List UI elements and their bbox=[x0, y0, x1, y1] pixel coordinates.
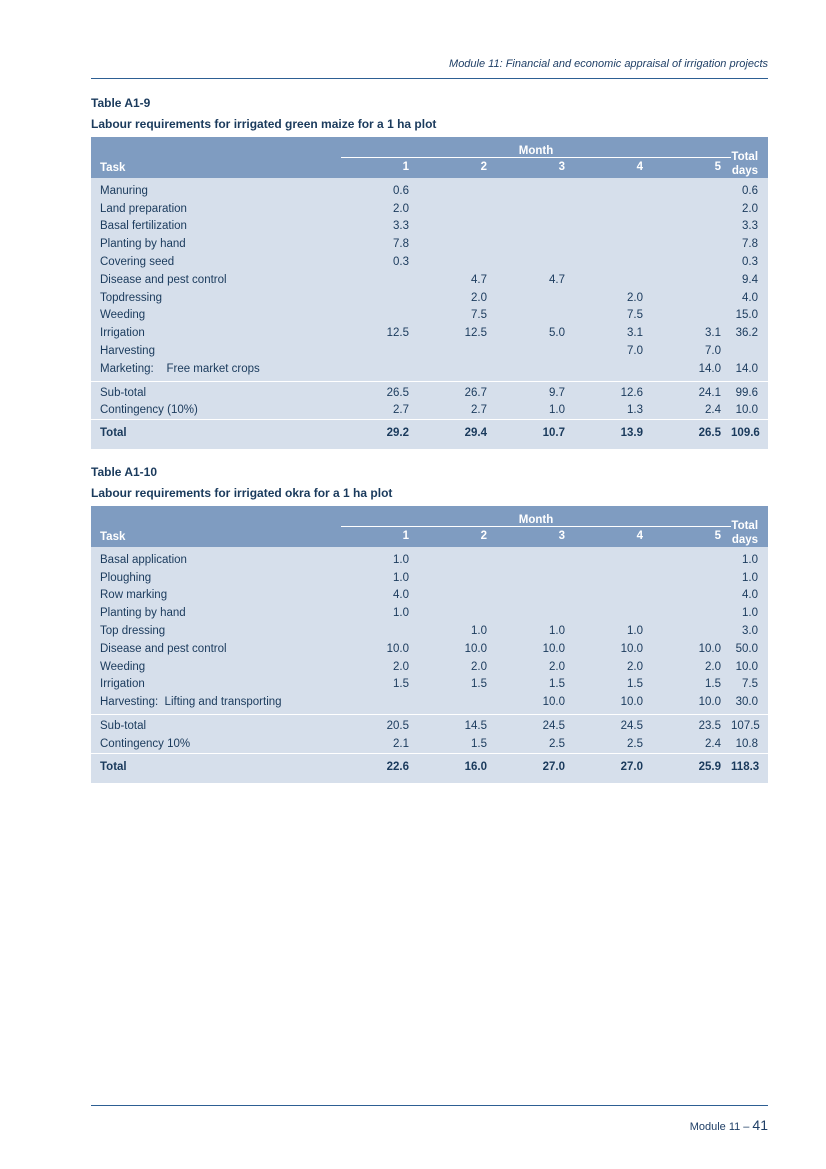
month-5-cell bbox=[653, 289, 731, 307]
month-4-cell: 1.5 bbox=[575, 676, 653, 694]
month-4-cell: 3.1 bbox=[575, 324, 653, 342]
month-5-header: 5 bbox=[653, 527, 731, 548]
task-cell: Ploughing bbox=[91, 569, 341, 587]
month-5-cell: 26.5 bbox=[653, 420, 731, 450]
total-days-cell: 2.0 bbox=[731, 200, 768, 218]
month-3-cell: 2.0 bbox=[497, 658, 575, 676]
month-2-cell bbox=[419, 342, 497, 360]
table-row bbox=[91, 271, 768, 289]
month-1-cell bbox=[341, 307, 419, 325]
month-3-cell bbox=[497, 547, 575, 569]
table-row bbox=[91, 342, 768, 360]
task-cell: Irrigation bbox=[91, 324, 341, 342]
table-row bbox=[91, 289, 768, 307]
month-2-cell bbox=[419, 200, 497, 218]
month-4-cell bbox=[575, 218, 653, 236]
month-3-cell bbox=[497, 604, 575, 622]
month-2-cell: 10.0 bbox=[419, 640, 497, 658]
total-header-line1: Total bbox=[731, 151, 759, 163]
month-5-cell bbox=[653, 178, 731, 200]
month-4-cell bbox=[575, 547, 653, 569]
month-2-cell bbox=[419, 569, 497, 587]
table-row bbox=[91, 640, 768, 658]
month-3-cell: 2.5 bbox=[497, 735, 575, 753]
month-3-cell bbox=[497, 253, 575, 271]
month-1-cell: 1.0 bbox=[341, 604, 419, 622]
month-4-cell: 7.5 bbox=[575, 307, 653, 325]
task-cell: Contingency (10%) bbox=[91, 402, 341, 420]
month-2-header: 2 bbox=[419, 527, 497, 548]
month-5-cell: 23.5 bbox=[653, 715, 731, 735]
month-2-cell: 2.0 bbox=[419, 658, 497, 676]
month-3-cell bbox=[497, 235, 575, 253]
table-row bbox=[91, 253, 768, 271]
month-1-cell bbox=[341, 271, 419, 289]
month-5-cell: 2.4 bbox=[653, 402, 731, 420]
month-5-cell: 3.1 bbox=[653, 324, 731, 342]
month-5-cell bbox=[653, 253, 731, 271]
table-row bbox=[91, 658, 768, 676]
total-header-line1: Total bbox=[731, 520, 759, 532]
total-days-column-header bbox=[731, 506, 768, 547]
month-1-cell: 2.7 bbox=[341, 402, 419, 420]
total-days-cell: 7.8 bbox=[731, 235, 768, 253]
total-days-cell: 107.5 bbox=[731, 715, 768, 735]
month-4-cell: 10.0 bbox=[575, 640, 653, 658]
page-number: 41 bbox=[752, 1117, 768, 1133]
month-2-cell: 1.5 bbox=[419, 676, 497, 694]
month-4-cell: 12.6 bbox=[575, 381, 653, 401]
month-3-cell: 10.0 bbox=[497, 693, 575, 714]
month-2-cell: 26.7 bbox=[419, 381, 497, 401]
month-1-cell: 29.2 bbox=[341, 420, 419, 450]
total-header-line2: days bbox=[731, 534, 759, 546]
month-1-cell bbox=[341, 693, 419, 714]
month-3-cell: 24.5 bbox=[497, 715, 575, 735]
month-2-cell: 1.5 bbox=[419, 735, 497, 753]
footer-rule bbox=[91, 1105, 768, 1106]
month-2-cell: 12.5 bbox=[419, 324, 497, 342]
total-row bbox=[91, 753, 768, 783]
month-2-cell: 2.0 bbox=[419, 289, 497, 307]
task-cell: Total bbox=[91, 753, 341, 783]
month-column-header: Month bbox=[341, 506, 731, 527]
table-block-a1-10 bbox=[91, 465, 768, 783]
task-cell: Land preparation bbox=[91, 200, 341, 218]
month-1-cell: 1.5 bbox=[341, 676, 419, 694]
task-cell: Total bbox=[91, 420, 341, 450]
subtotal-row bbox=[91, 735, 768, 753]
total-days-cell: 3.0 bbox=[731, 622, 768, 640]
month-3-cell bbox=[497, 289, 575, 307]
month-4-cell bbox=[575, 178, 653, 200]
task-cell: Disease and pest control bbox=[91, 640, 341, 658]
month-5-cell: 1.5 bbox=[653, 676, 731, 694]
month-5-cell bbox=[653, 200, 731, 218]
month-4-cell: 2.0 bbox=[575, 289, 653, 307]
month-5-cell bbox=[653, 604, 731, 622]
month-5-cell: 2.4 bbox=[653, 735, 731, 753]
month-4-header: 4 bbox=[575, 527, 653, 548]
month-2-header: 2 bbox=[419, 158, 497, 179]
month-3-header: 3 bbox=[497, 527, 575, 548]
month-3-cell: 9.7 bbox=[497, 381, 575, 401]
total-days-cell: 0.3 bbox=[731, 253, 768, 271]
month-3-cell: 10.0 bbox=[497, 640, 575, 658]
task-cell: Planting by hand bbox=[91, 235, 341, 253]
table-row bbox=[91, 569, 768, 587]
month-1-cell: 20.5 bbox=[341, 715, 419, 735]
task-cell: Contingency 10% bbox=[91, 735, 341, 753]
subtotal-row bbox=[91, 381, 768, 401]
month-3-cell: 1.0 bbox=[497, 622, 575, 640]
month-5-cell: 10.0 bbox=[653, 640, 731, 658]
month-4-cell bbox=[575, 360, 653, 381]
subtotal-row bbox=[91, 402, 768, 420]
total-days-cell: 1.0 bbox=[731, 547, 768, 569]
header-rule bbox=[91, 78, 768, 79]
month-1-cell: 26.5 bbox=[341, 381, 419, 401]
month-5-cell bbox=[653, 235, 731, 253]
month-4-cell: 10.0 bbox=[575, 693, 653, 714]
total-days-cell: 15.0 bbox=[731, 307, 768, 325]
table-row bbox=[91, 307, 768, 325]
month-1-cell: 4.0 bbox=[341, 587, 419, 605]
month-2-cell: 1.0 bbox=[419, 622, 497, 640]
table-row bbox=[91, 587, 768, 605]
table-row bbox=[91, 235, 768, 253]
month-3-cell bbox=[497, 569, 575, 587]
month-4-cell: 13.9 bbox=[575, 420, 653, 450]
month-2-cell bbox=[419, 218, 497, 236]
month-2-cell: 7.5 bbox=[419, 307, 497, 325]
month-4-cell bbox=[575, 200, 653, 218]
month-4-cell bbox=[575, 253, 653, 271]
month-5-cell: 14.0 bbox=[653, 360, 731, 381]
month-5-cell: 10.0 bbox=[653, 693, 731, 714]
table-body bbox=[91, 547, 768, 783]
month-1-cell: 0.6 bbox=[341, 178, 419, 200]
month-2-cell bbox=[419, 235, 497, 253]
total-days-cell: 10.8 bbox=[731, 735, 768, 753]
table-id: Table A1-10 bbox=[91, 465, 158, 479]
month-5-header: 5 bbox=[653, 158, 731, 179]
task-cell: Weeding bbox=[91, 658, 341, 676]
total-days-column-header bbox=[731, 137, 768, 178]
total-days-cell: 36.2 bbox=[731, 324, 768, 342]
total-days-cell: 4.0 bbox=[731, 587, 768, 605]
total-days-cell: 109.6 bbox=[731, 420, 768, 450]
month-3-cell: 1.5 bbox=[497, 676, 575, 694]
month-3-cell bbox=[497, 587, 575, 605]
subtotal-row bbox=[91, 715, 768, 735]
month-2-cell: 4.7 bbox=[419, 271, 497, 289]
table-row bbox=[91, 693, 768, 714]
task-cell: Covering seed bbox=[91, 253, 341, 271]
table-caption: Labour requirements for irrigated green maize for a 1 ha plot bbox=[91, 117, 437, 131]
total-days-cell: 3.3 bbox=[731, 218, 768, 236]
month-5-cell bbox=[653, 307, 731, 325]
month-1-cell bbox=[341, 622, 419, 640]
task-cell: Harvesting: Lifting and transporting bbox=[91, 693, 341, 714]
month-5-cell: 25.9 bbox=[653, 753, 731, 783]
total-days-cell: 1.0 bbox=[731, 604, 768, 622]
month-2-cell bbox=[419, 547, 497, 569]
month-3-cell bbox=[497, 342, 575, 360]
month-3-cell: 10.7 bbox=[497, 420, 575, 450]
table-id: Table A1-9 bbox=[91, 96, 151, 110]
month-1-cell bbox=[341, 342, 419, 360]
month-2-cell bbox=[419, 178, 497, 200]
task-cell: Row marking bbox=[91, 587, 341, 605]
month-4-cell bbox=[575, 569, 653, 587]
month-4-cell: 1.0 bbox=[575, 622, 653, 640]
total-days-cell bbox=[731, 342, 768, 360]
month-1-header: 1 bbox=[341, 527, 419, 548]
total-days-cell: 30.0 bbox=[731, 693, 768, 714]
labour-table bbox=[91, 137, 768, 449]
month-3-cell bbox=[497, 307, 575, 325]
footer-module: Module 11 – bbox=[689, 1121, 750, 1133]
month-1-cell: 22.6 bbox=[341, 753, 419, 783]
month-2-cell bbox=[419, 253, 497, 271]
month-1-cell: 10.0 bbox=[341, 640, 419, 658]
total-days-cell: 1.0 bbox=[731, 569, 768, 587]
month-3-cell: 4.7 bbox=[497, 271, 575, 289]
month-2-cell bbox=[419, 604, 497, 622]
task-column-header: Task bbox=[91, 137, 341, 178]
month-5-cell: 2.0 bbox=[653, 658, 731, 676]
total-days-cell: 9.4 bbox=[731, 271, 768, 289]
table-row bbox=[91, 622, 768, 640]
total-header-line2: days bbox=[731, 165, 759, 177]
total-days-cell: 50.0 bbox=[731, 640, 768, 658]
month-4-cell: 2.0 bbox=[575, 658, 653, 676]
month-3-cell: 27.0 bbox=[497, 753, 575, 783]
month-4-cell bbox=[575, 604, 653, 622]
total-days-cell: 4.0 bbox=[731, 289, 768, 307]
month-1-cell: 1.0 bbox=[341, 569, 419, 587]
month-4-cell: 24.5 bbox=[575, 715, 653, 735]
month-4-cell: 1.3 bbox=[575, 402, 653, 420]
month-1-cell: 0.3 bbox=[341, 253, 419, 271]
month-4-cell bbox=[575, 235, 653, 253]
total-days-cell: 0.6 bbox=[731, 178, 768, 200]
total-days-cell: 10.0 bbox=[731, 658, 768, 676]
labour-table bbox=[91, 506, 768, 783]
month-3-cell bbox=[497, 360, 575, 381]
task-cell: Basal fertilization bbox=[91, 218, 341, 236]
table-row bbox=[91, 676, 768, 694]
month-4-cell: 2.5 bbox=[575, 735, 653, 753]
task-cell: Planting by hand bbox=[91, 604, 341, 622]
month-1-cell bbox=[341, 360, 419, 381]
table-row bbox=[91, 218, 768, 236]
month-1-cell: 12.5 bbox=[341, 324, 419, 342]
table-row bbox=[91, 200, 768, 218]
total-days-cell: 118.3 bbox=[731, 753, 768, 783]
table-row bbox=[91, 547, 768, 569]
month-2-cell bbox=[419, 693, 497, 714]
month-5-cell bbox=[653, 271, 731, 289]
month-5-cell: 7.0 bbox=[653, 342, 731, 360]
month-1-header: 1 bbox=[341, 158, 419, 179]
month-2-cell bbox=[419, 360, 497, 381]
month-3-cell bbox=[497, 218, 575, 236]
task-cell: Top dressing bbox=[91, 622, 341, 640]
month-4-cell bbox=[575, 587, 653, 605]
task-cell: Sub-total bbox=[91, 715, 341, 735]
page-footer bbox=[690, 1117, 768, 1133]
month-column-header: Month bbox=[341, 137, 731, 158]
month-4-cell: 27.0 bbox=[575, 753, 653, 783]
month-5-cell bbox=[653, 569, 731, 587]
month-2-cell: 16.0 bbox=[419, 753, 497, 783]
month-5-cell bbox=[653, 587, 731, 605]
table-row bbox=[91, 604, 768, 622]
month-5-cell bbox=[653, 622, 731, 640]
task-cell: Basal application bbox=[91, 547, 341, 569]
month-3-cell bbox=[497, 178, 575, 200]
total-row bbox=[91, 420, 768, 450]
running-header: Module 11: Financial and economic appraisal of irrigation projects bbox=[449, 58, 768, 70]
month-2-cell: 29.4 bbox=[419, 420, 497, 450]
task-column-header: Task bbox=[91, 506, 341, 547]
table-row bbox=[91, 360, 768, 381]
task-cell: Marketing: Free market crops bbox=[91, 360, 341, 381]
table-row bbox=[91, 324, 768, 342]
table-block-a1-9 bbox=[91, 96, 768, 449]
month-5-cell bbox=[653, 218, 731, 236]
month-4-header: 4 bbox=[575, 158, 653, 179]
month-3-cell bbox=[497, 200, 575, 218]
total-days-cell: 14.0 bbox=[731, 360, 768, 381]
task-cell: Topdressing bbox=[91, 289, 341, 307]
month-1-cell: 7.8 bbox=[341, 235, 419, 253]
table-body bbox=[91, 178, 768, 449]
month-3-header: 3 bbox=[497, 158, 575, 179]
task-cell: Weeding bbox=[91, 307, 341, 325]
table-caption: Labour requirements for irrigated okra for a 1 ha plot bbox=[91, 486, 393, 500]
month-4-cell bbox=[575, 271, 653, 289]
task-cell: Manuring bbox=[91, 178, 341, 200]
total-days-cell: 7.5 bbox=[731, 676, 768, 694]
month-1-cell: 2.1 bbox=[341, 735, 419, 753]
task-cell: Irrigation bbox=[91, 676, 341, 694]
month-1-cell: 3.3 bbox=[341, 218, 419, 236]
month-2-cell: 14.5 bbox=[419, 715, 497, 735]
month-4-cell: 7.0 bbox=[575, 342, 653, 360]
task-cell: Harvesting bbox=[91, 342, 341, 360]
month-1-cell bbox=[341, 289, 419, 307]
month-5-cell: 24.1 bbox=[653, 381, 731, 401]
month-5-cell bbox=[653, 547, 731, 569]
total-days-cell: 10.0 bbox=[731, 402, 768, 420]
month-3-cell: 1.0 bbox=[497, 402, 575, 420]
task-cell: Sub-total bbox=[91, 381, 341, 401]
month-3-cell: 5.0 bbox=[497, 324, 575, 342]
month-1-cell: 1.0 bbox=[341, 547, 419, 569]
month-1-cell: 2.0 bbox=[341, 200, 419, 218]
task-cell: Disease and pest control bbox=[91, 271, 341, 289]
table-row bbox=[91, 178, 768, 200]
month-1-cell: 2.0 bbox=[341, 658, 419, 676]
total-days-cell: 99.6 bbox=[731, 381, 768, 401]
month-2-cell: 2.7 bbox=[419, 402, 497, 420]
month-2-cell bbox=[419, 587, 497, 605]
